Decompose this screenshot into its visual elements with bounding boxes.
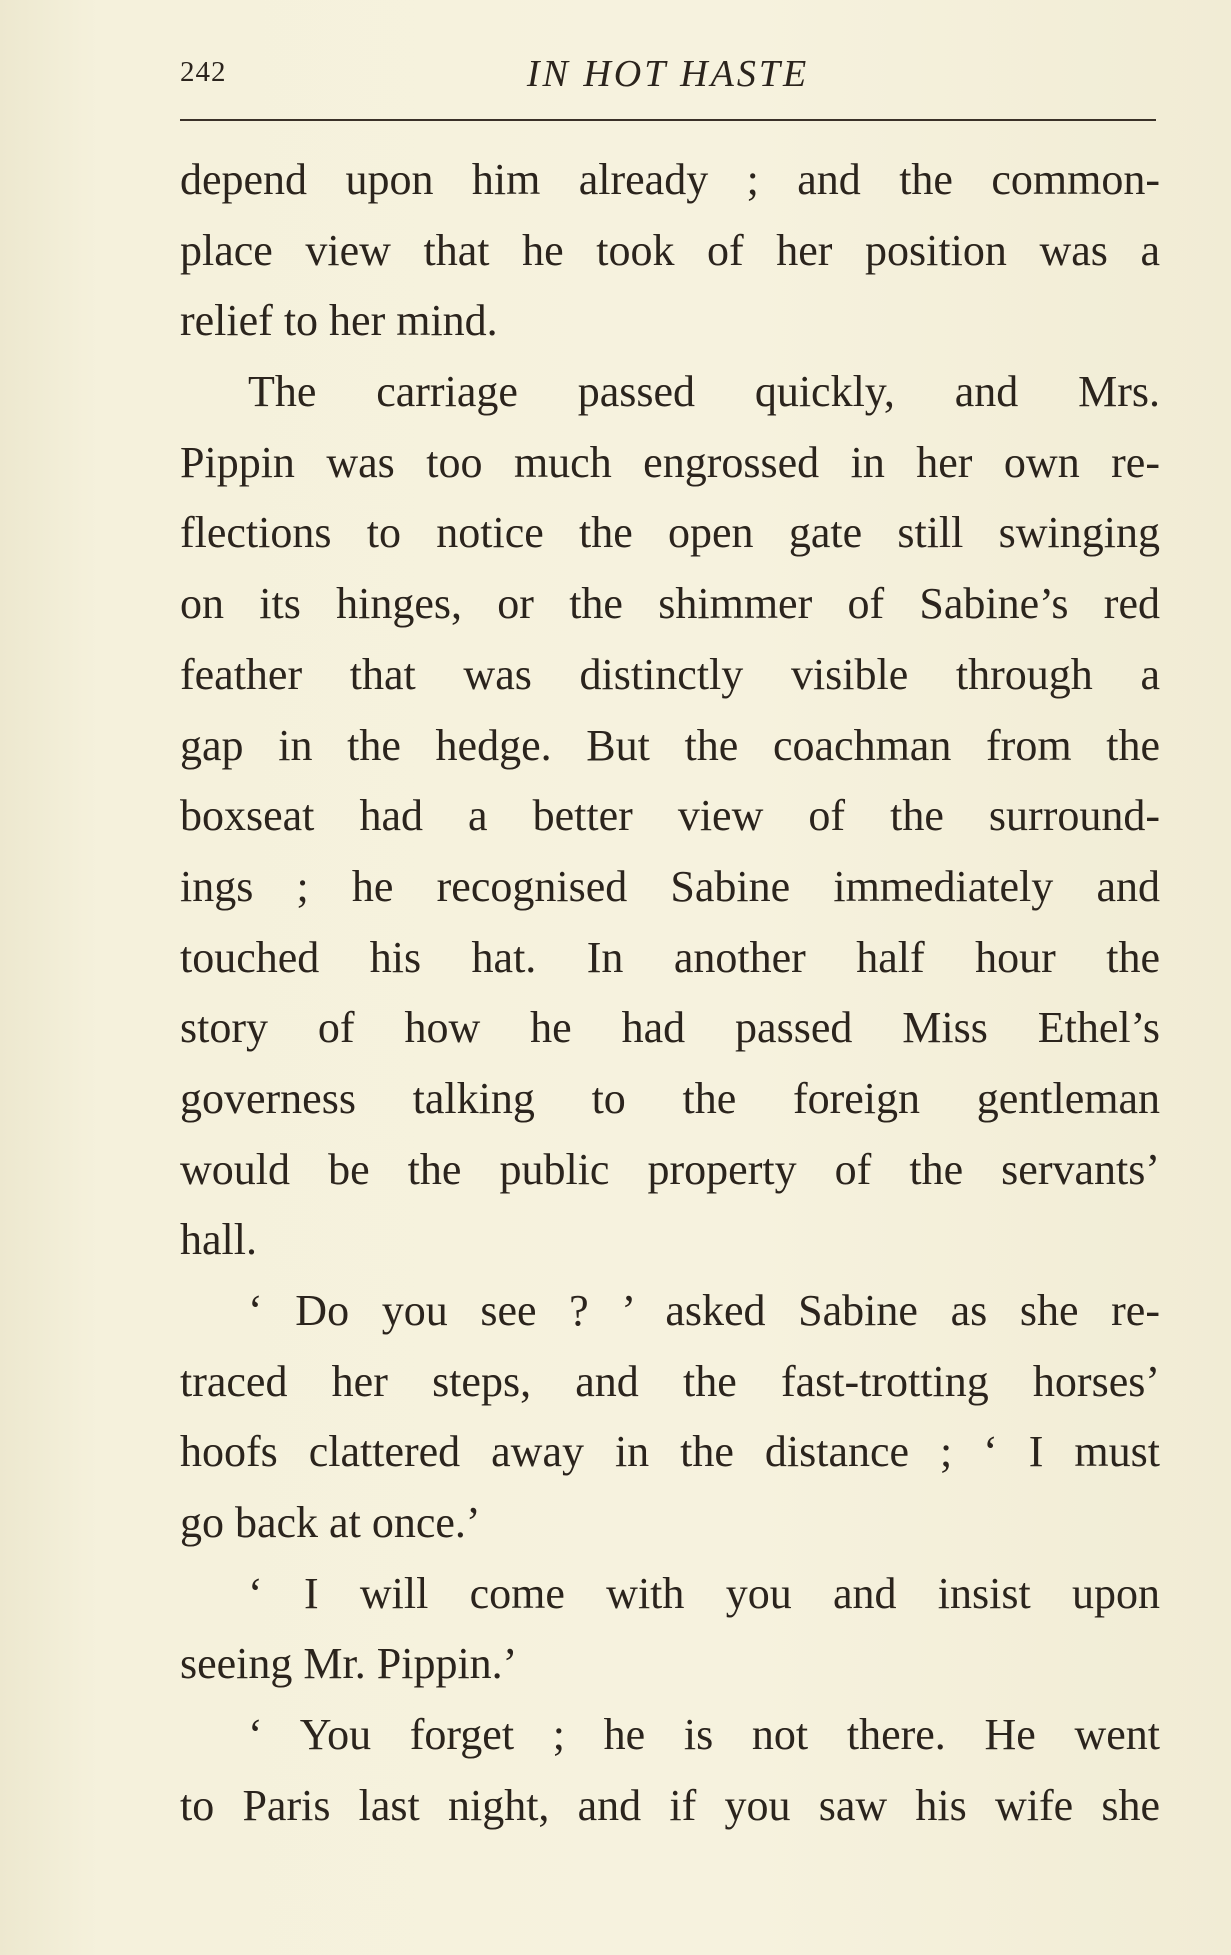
header-rule [180,119,1156,121]
text-line: touched his hat. In another half hour the [180,932,1160,982]
text-line: traced her steps, and the fast-trotting horses’ [180,1356,1160,1406]
text-line: flections to notice the open gate still swinging [180,508,1160,558]
text-line: gap in the hedge. But the coachman from the [180,720,1160,770]
text-line: governess talking to the foreign gentleman [180,1073,1160,1123]
text-line: place view that he took of her position was a [180,225,1160,275]
text-line: hall. [180,1215,257,1265]
paragraph-first-line: ‘ I will come with you and insist upon [248,1568,1160,1618]
running-title: IN HOT HASTE [526,53,810,95]
body-text [180,155,1160,1855]
page-header [180,52,1156,102]
paragraph-first-line: ‘ Do you see ? ’ asked Sabine as she re- [248,1286,1160,1335]
text-line: depend upon him already ; and the common- [180,155,1160,204]
text-line: hoofs clattered away in the distance ; ‘ I must [180,1427,1160,1477]
text-line: go back at once.’ [180,1498,481,1548]
text-line: ings ; he recognised Sabine immediately and [180,861,1160,911]
text-line: on its hinges, or the shimmer of Sabine’s red [180,579,1160,629]
paragraph-first-line: The carriage passed quickly, and Mrs. [248,367,1160,417]
text-line: seeing Mr. Pippin.’ [180,1639,518,1689]
page-number: 242 [180,56,227,88]
text-line: relief to her mind. [180,296,498,346]
text-line: boxseat had a better view of the surround- [180,791,1160,841]
text-line: to Paris last night, and if you saw his wife she [180,1780,1160,1830]
text-line: Pippin was too much engrossed in her own re- [180,437,1160,487]
text-line: would be the public property of the servants’ [180,1144,1160,1194]
text-line: feather that was distinctly visible through a [180,649,1160,699]
paragraph-first-line: ‘ You forget ; he is not there. He went [248,1710,1160,1760]
text-line: story of how he had passed Miss Ethel’s [180,1003,1160,1053]
